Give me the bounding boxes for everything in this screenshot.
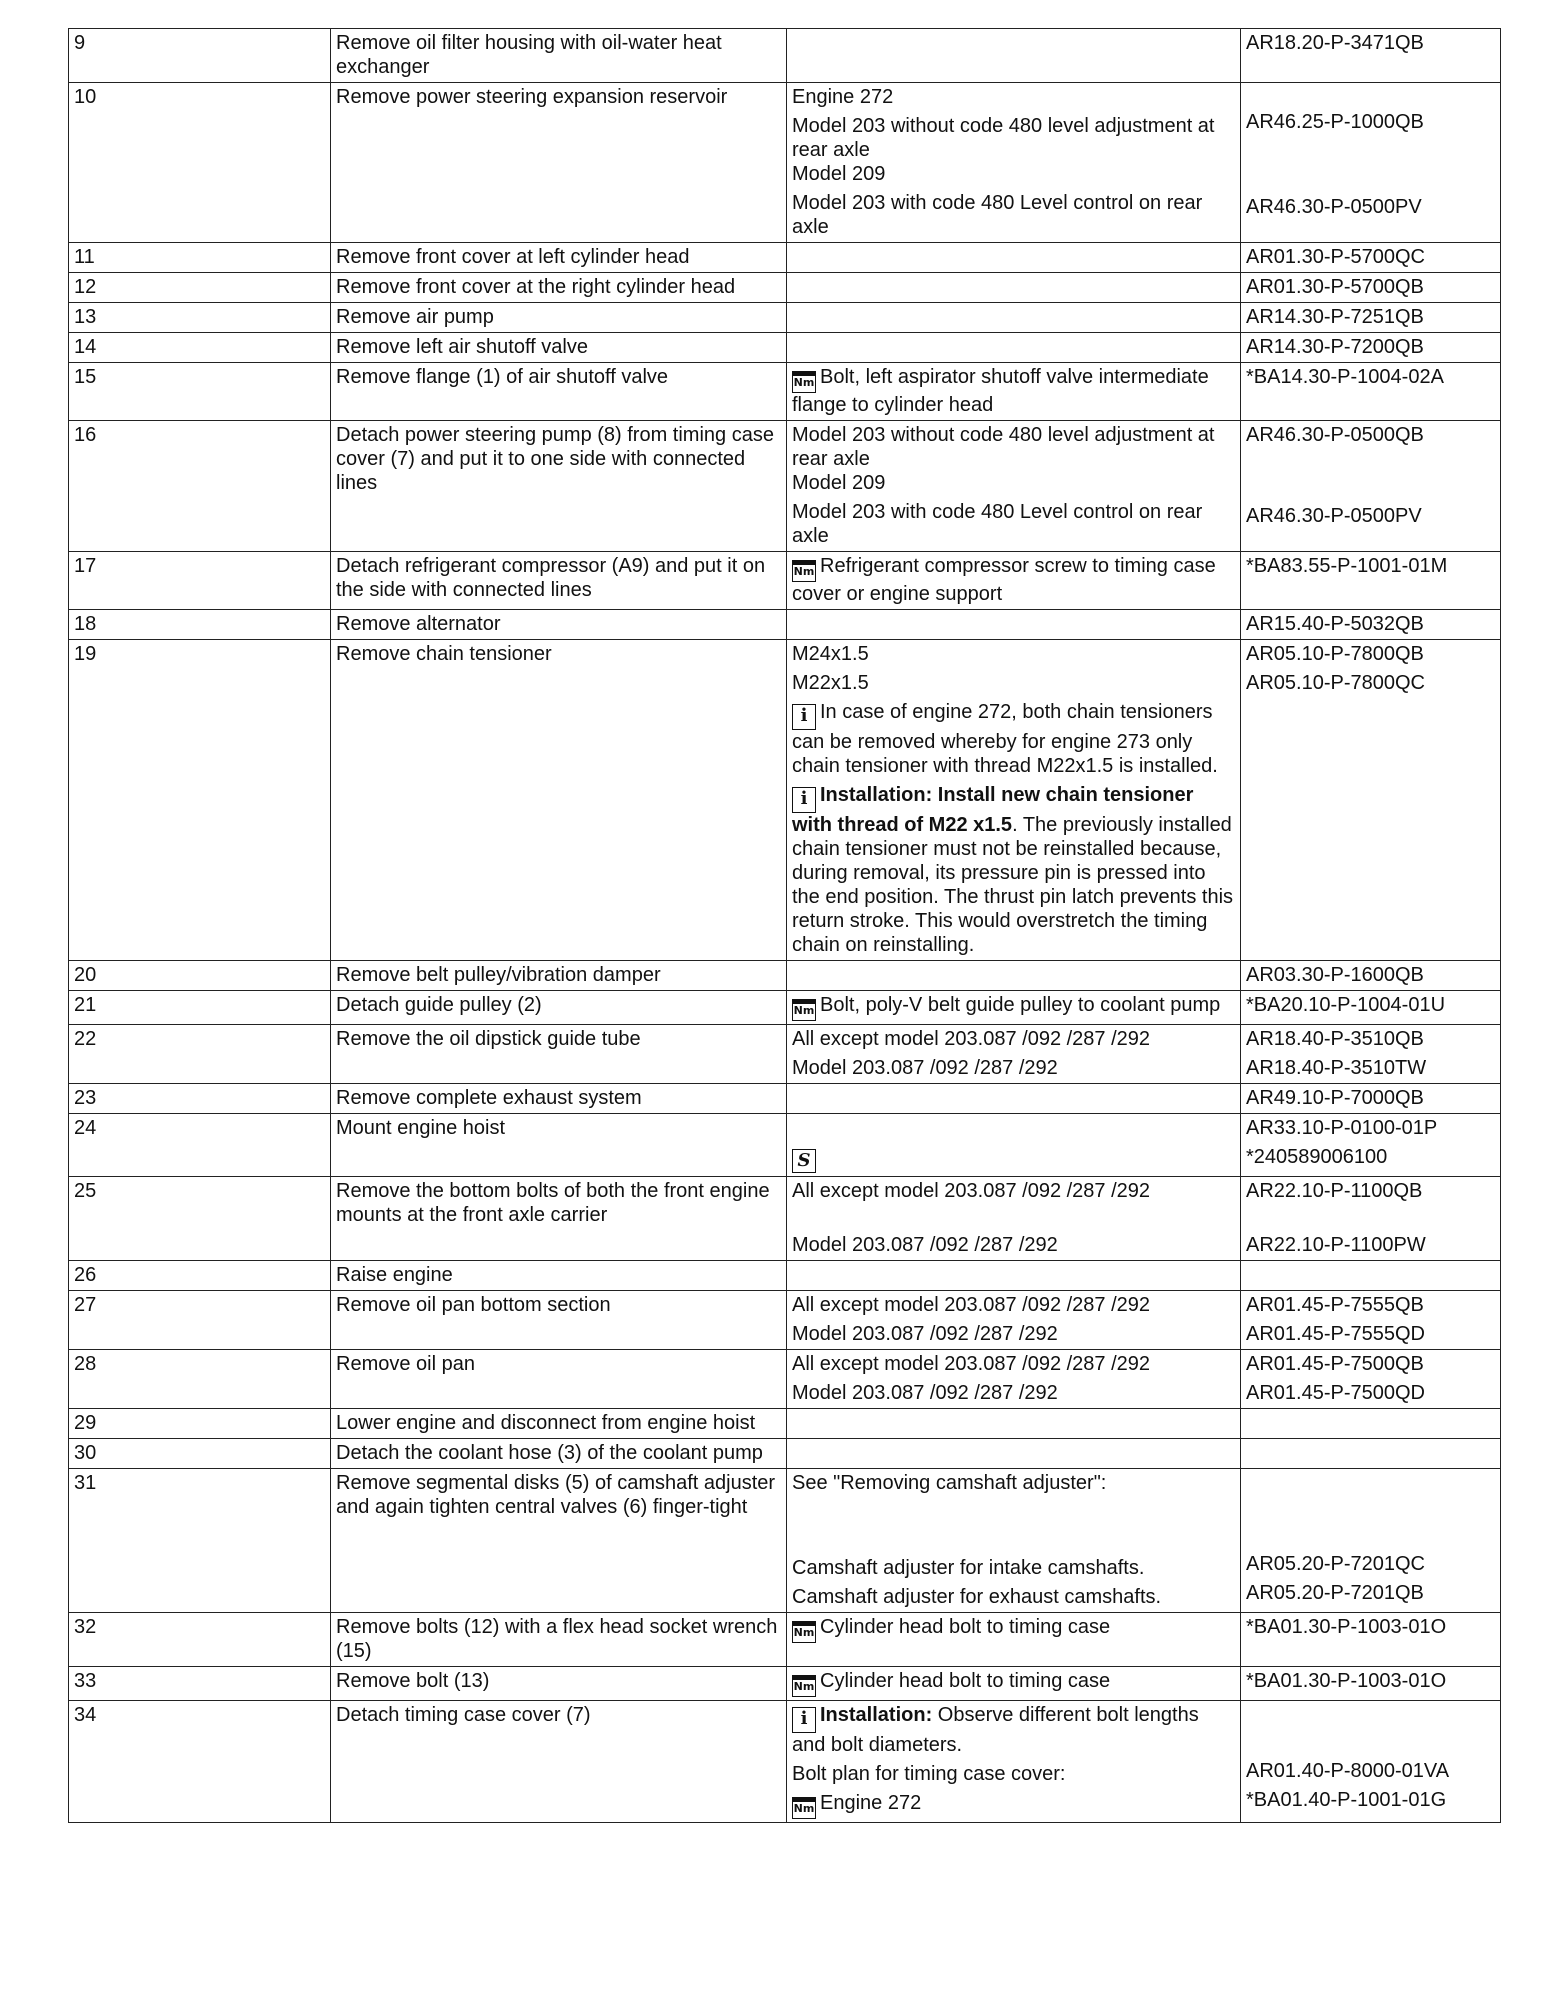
reference-link[interactable]: AR05.20-P-7201QB (1246, 1582, 1424, 1604)
note-text: Model 203.087 /092 /287 /292 (792, 1234, 1058, 1256)
note-text: Camshaft adjuster for intake camshafts. (792, 1557, 1145, 1579)
torque-icon: Nm (792, 1797, 816, 1819)
step-notes (787, 1409, 1241, 1439)
info-icon: i (792, 787, 816, 813)
note-text: Model 203.087 /092 /287 /292 (792, 1057, 1058, 1079)
step-reference (1241, 1084, 1501, 1114)
note-text: All except model 203.087 /092 /287 /292 (792, 1180, 1151, 1202)
note-text: Observe different bolt lengths and bolt diameters. (792, 1704, 1199, 1756)
reference-link[interactable]: AR05.10-P-7800QB (1246, 643, 1424, 665)
step-notes (787, 1025, 1241, 1084)
note-text: See "Removing camshaft adjuster": (792, 1472, 1107, 1494)
table-row (69, 640, 1501, 961)
table-row (69, 1469, 1501, 1613)
table-row (69, 1350, 1501, 1409)
note-text: Model 203.087 /092 /287 /292 (792, 1323, 1058, 1345)
reference-link[interactable]: AR14.30-P-7251QB (1246, 306, 1424, 328)
step-notes (787, 1701, 1241, 1823)
note-text: Model 203 with code 480 Level control on rear axle (792, 501, 1203, 547)
step-reference (1241, 991, 1501, 1025)
note-text: Bolt, left aspirator shutoff valve intermediate flange to cylinder head (792, 366, 1209, 416)
step-operation: Remove alternator (331, 610, 787, 640)
step-reference (1241, 552, 1501, 610)
reference-link[interactable]: *BA01.30-P-1003-01O (1246, 1670, 1447, 1692)
note-emphasis: Installation: Install new chain tensioner with thread of M22 x1.5 (792, 784, 1194, 836)
step-reference (1241, 1350, 1501, 1409)
step-notes (787, 1291, 1241, 1350)
table-row (69, 273, 1501, 303)
step-notes (787, 640, 1241, 961)
torque-icon: Nm (792, 371, 816, 393)
reference-link[interactable]: AR33.10-P-0100-01P (1246, 1117, 1438, 1139)
reference-link[interactable]: *BA83.55-P-1001-01M (1246, 555, 1448, 577)
reference-link[interactable]: AR01.45-P-7500QD (1246, 1382, 1425, 1404)
reference-link[interactable]: AR46.25-P-1000QB (1246, 111, 1424, 133)
note-text: Camshaft adjuster for exhaust camshafts. (792, 1586, 1162, 1608)
reference-link[interactable]: *BA01.30-P-1003-01O (1246, 1616, 1447, 1638)
step-reference (1241, 1261, 1501, 1291)
step-operation: Remove front cover at left cylinder head (331, 243, 787, 273)
info-icon: i (792, 704, 816, 730)
step-number: 14 (69, 333, 331, 363)
tool-number[interactable]: *240589006100 (1246, 1146, 1388, 1168)
step-operation: Remove complete exhaust system (331, 1084, 787, 1114)
step-notes (787, 1350, 1241, 1409)
step-number: 34 (69, 1701, 331, 1823)
step-notes (787, 363, 1241, 421)
step-operation: Remove chain tensioner (331, 640, 787, 961)
step-notes (787, 1469, 1241, 1613)
step-notes (787, 1177, 1241, 1261)
table-row (69, 1613, 1501, 1667)
step-number: 17 (69, 552, 331, 610)
table-row (69, 1025, 1501, 1084)
step-reference (1241, 83, 1501, 243)
step-number: 23 (69, 1084, 331, 1114)
table-row (69, 1439, 1501, 1469)
step-reference (1241, 1469, 1501, 1613)
step-number: 18 (69, 610, 331, 640)
step-operation: Remove left air shutoff valve (331, 333, 787, 363)
reference-link[interactable]: *BA01.40-P-1001-01G (1246, 1789, 1447, 1811)
step-notes (787, 961, 1241, 991)
reference-link[interactable]: AR01.30-P-5700QB (1246, 276, 1424, 298)
table-row (69, 610, 1501, 640)
step-reference (1241, 333, 1501, 363)
table-row (69, 243, 1501, 273)
note-text: All except model 203.087 /092 /287 /292 (792, 1294, 1151, 1316)
step-number: 25 (69, 1177, 331, 1261)
step-notes (787, 991, 1241, 1025)
reference-link[interactable]: AR05.20-P-7201QC (1246, 1553, 1425, 1575)
step-operation: Raise engine (331, 1261, 787, 1291)
reference-link[interactable]: AR22.10-P-1100QB (1246, 1180, 1423, 1202)
step-reference (1241, 640, 1501, 961)
note-text: Model 203 without code 480 level adjustment at rear axle (792, 424, 1215, 470)
note-text: Engine 272 (792, 86, 894, 108)
procedure-page (68, 28, 1500, 1823)
reference-link[interactable]: AR01.30-P-5700QC (1246, 246, 1425, 268)
step-reference (1241, 1613, 1501, 1667)
note-text: Engine 272 (820, 1792, 922, 1814)
step-operation: Detach refrigerant compressor (A9) and put it on the side with connected lines (331, 552, 787, 610)
step-number: 29 (69, 1409, 331, 1439)
step-operation: Detach the coolant hose (3) of the coolant pump (331, 1439, 787, 1469)
reference-link[interactable]: AR15.40-P-5032QB (1246, 613, 1424, 635)
step-operation: Remove bolts (12) with a flex head socket wrench (15) (331, 1613, 787, 1667)
step-reference (1241, 1701, 1501, 1823)
step-reference (1241, 1667, 1501, 1701)
reference-link[interactable]: AR49.10-P-7000QB (1246, 1087, 1424, 1109)
step-reference (1241, 1439, 1501, 1469)
note-text: Bolt, poly-V belt guide pulley to coolant pump (820, 994, 1221, 1016)
reference-link[interactable]: AR18.40-P-3510QB (1246, 1028, 1424, 1050)
step-reference (1241, 1177, 1501, 1261)
table-row (69, 552, 1501, 610)
step-notes (787, 1439, 1241, 1469)
step-reference (1241, 303, 1501, 333)
note-text: M24x1.5 (792, 643, 869, 665)
step-number: 22 (69, 1025, 331, 1084)
reference-link[interactable]: AR01.45-P-7555QD (1246, 1323, 1425, 1345)
step-reference (1241, 1409, 1501, 1439)
step-number: 20 (69, 961, 331, 991)
reference-link[interactable]: AR01.45-P-7555QB (1246, 1294, 1424, 1316)
note-text: M22x1.5 (792, 672, 869, 694)
step-reference (1241, 961, 1501, 991)
step-notes (787, 1667, 1241, 1701)
step-notes (787, 303, 1241, 333)
step-reference (1241, 1025, 1501, 1084)
reference-link[interactable]: AR46.30-P-0500QB (1246, 424, 1424, 446)
step-reference (1241, 273, 1501, 303)
torque-icon: Nm (792, 999, 816, 1021)
step-notes (787, 273, 1241, 303)
step-operation: Remove bolt (13) (331, 1667, 787, 1701)
step-reference (1241, 610, 1501, 640)
step-number: 13 (69, 303, 331, 333)
note-emphasis: Installation: (820, 1704, 933, 1726)
note-text: All except model 203.087 /092 /287 /292 (792, 1353, 1151, 1375)
note-text: Cylinder head bolt to timing case (820, 1616, 1111, 1638)
table-row (69, 421, 1501, 552)
step-reference (1241, 363, 1501, 421)
step-notes (787, 243, 1241, 273)
step-notes (787, 1261, 1241, 1291)
step-number: 19 (69, 640, 331, 961)
reference-link[interactable]: AR46.30-P-0500PV (1246, 505, 1422, 527)
note-text: Model 203 without code 480 level adjustment at rear axle (792, 115, 1215, 161)
reference-link[interactable]: AR01.40-P-8000-01VA (1246, 1760, 1450, 1782)
note-text: Model 203.087 /092 /287 /292 (792, 1382, 1058, 1404)
table-row (69, 1667, 1501, 1701)
torque-icon: Nm (792, 560, 816, 582)
step-reference (1241, 29, 1501, 83)
step-operation: Remove segmental disks (5) of camshaft adjuster and again tighten central valves (6) finger-tight (331, 1469, 787, 1613)
step-operation: Detach guide pulley (2) (331, 991, 787, 1025)
step-number: 33 (69, 1667, 331, 1701)
reference-link[interactable]: AR18.20-P-3471QB (1246, 32, 1424, 54)
step-operation: Detach power steering pump (8) from timing case cover (7) and put it to one side with connected lines (331, 421, 787, 552)
table-row (69, 303, 1501, 333)
torque-icon: Nm (792, 1675, 816, 1697)
note-text: In case of engine 272, both chain tensioners can be removed whereby for engine 273 only chain tensioner with thread M22x1.5 is installed. (792, 701, 1218, 777)
reference-link[interactable]: *BA20.10-P-1004-01U (1246, 994, 1446, 1016)
step-number: 28 (69, 1350, 331, 1409)
reference-link[interactable]: AR03.30-P-1600QB (1246, 964, 1424, 986)
note-text: All except model 203.087 /092 /287 /292 (792, 1028, 1151, 1050)
step-operation: Remove the oil dipstick guide tube (331, 1025, 787, 1084)
step-operation: Remove air pump (331, 303, 787, 333)
step-number: 31 (69, 1469, 331, 1613)
step-notes (787, 610, 1241, 640)
note-text: Model 203 with code 480 Level control on rear axle (792, 192, 1203, 238)
step-operation: Remove belt pulley/vibration damper (331, 961, 787, 991)
table-row (69, 1409, 1501, 1439)
step-notes (787, 29, 1241, 83)
step-reference (1241, 421, 1501, 552)
step-number: 30 (69, 1439, 331, 1469)
step-operation: Remove front cover at the right cylinder head (331, 273, 787, 303)
step-notes (787, 1613, 1241, 1667)
step-operation: Remove oil pan bottom section (331, 1291, 787, 1350)
special-tool-icon: S (792, 1149, 816, 1173)
step-reference (1241, 1291, 1501, 1350)
step-operation: Remove oil filter housing with oil-water heat exchanger (331, 29, 787, 83)
reference-link[interactable]: AR14.30-P-7200QB (1246, 336, 1424, 358)
table-row (69, 1291, 1501, 1350)
info-icon: i (792, 1707, 816, 1733)
step-number: 32 (69, 1613, 331, 1667)
step-notes (787, 83, 1241, 243)
reference-link[interactable]: *BA14.30-P-1004-02A (1246, 366, 1444, 388)
table-row (69, 29, 1501, 83)
table-row (69, 961, 1501, 991)
table-row (69, 991, 1501, 1025)
reference-link[interactable]: AR46.30-P-0500PV (1246, 196, 1422, 218)
procedure-table (68, 28, 1501, 1823)
reference-link[interactable]: AR01.45-P-7500QB (1246, 1353, 1424, 1375)
step-number: 24 (69, 1114, 331, 1177)
step-number: 26 (69, 1261, 331, 1291)
step-notes (787, 1114, 1241, 1177)
step-number: 11 (69, 243, 331, 273)
step-operation: Detach timing case cover (7) (331, 1701, 787, 1823)
table-row (69, 1177, 1501, 1261)
step-number: 15 (69, 363, 331, 421)
step-operation: Mount engine hoist (331, 1114, 787, 1177)
table-row (69, 83, 1501, 243)
step-number: 12 (69, 273, 331, 303)
table-row (69, 1114, 1501, 1177)
step-operation: Remove power steering expansion reservoir (331, 83, 787, 243)
step-notes (787, 333, 1241, 363)
step-number: 27 (69, 1291, 331, 1350)
table-row (69, 333, 1501, 363)
table-row (69, 1261, 1501, 1291)
step-number: 10 (69, 83, 331, 243)
step-number: 16 (69, 421, 331, 552)
note-text: Refrigerant compressor screw to timing case cover or engine support (792, 555, 1216, 605)
reference-link[interactable]: AR18.40-P-3510TW (1246, 1057, 1427, 1079)
note-text: . The previously installed chain tensioner must not be reinstalled because, during removal, its pressure pin is pressed into the end position. The thrust pin latch prevents this return stroke. This would overstretch the timing chain on reinstalling. (792, 814, 1234, 956)
table-row (69, 1084, 1501, 1114)
torque-icon: Nm (792, 1621, 816, 1643)
step-operation: Lower engine and disconnect from engine hoist (331, 1409, 787, 1439)
reference-link[interactable]: AR05.10-P-7800QC (1246, 672, 1425, 694)
step-operation: Remove the bottom bolts of both the front engine mounts at the front axle carrier (331, 1177, 787, 1261)
step-operation: Remove flange (1) of air shutoff valve (331, 363, 787, 421)
note-text: Cylinder head bolt to timing case (820, 1670, 1111, 1692)
reference-link[interactable]: AR22.10-P-1100PW (1246, 1234, 1426, 1256)
step-operation: Remove oil pan (331, 1350, 787, 1409)
step-notes (787, 421, 1241, 552)
step-number: 21 (69, 991, 331, 1025)
step-notes (787, 552, 1241, 610)
step-number: 9 (69, 29, 331, 83)
note-text: Bolt plan for timing case cover: (792, 1763, 1066, 1785)
note-text: Model 209 (792, 163, 886, 185)
note-text: Model 209 (792, 472, 886, 494)
step-reference (1241, 1114, 1501, 1177)
table-row (69, 363, 1501, 421)
step-notes (787, 1084, 1241, 1114)
step-reference (1241, 243, 1501, 273)
table-row (69, 1701, 1501, 1823)
